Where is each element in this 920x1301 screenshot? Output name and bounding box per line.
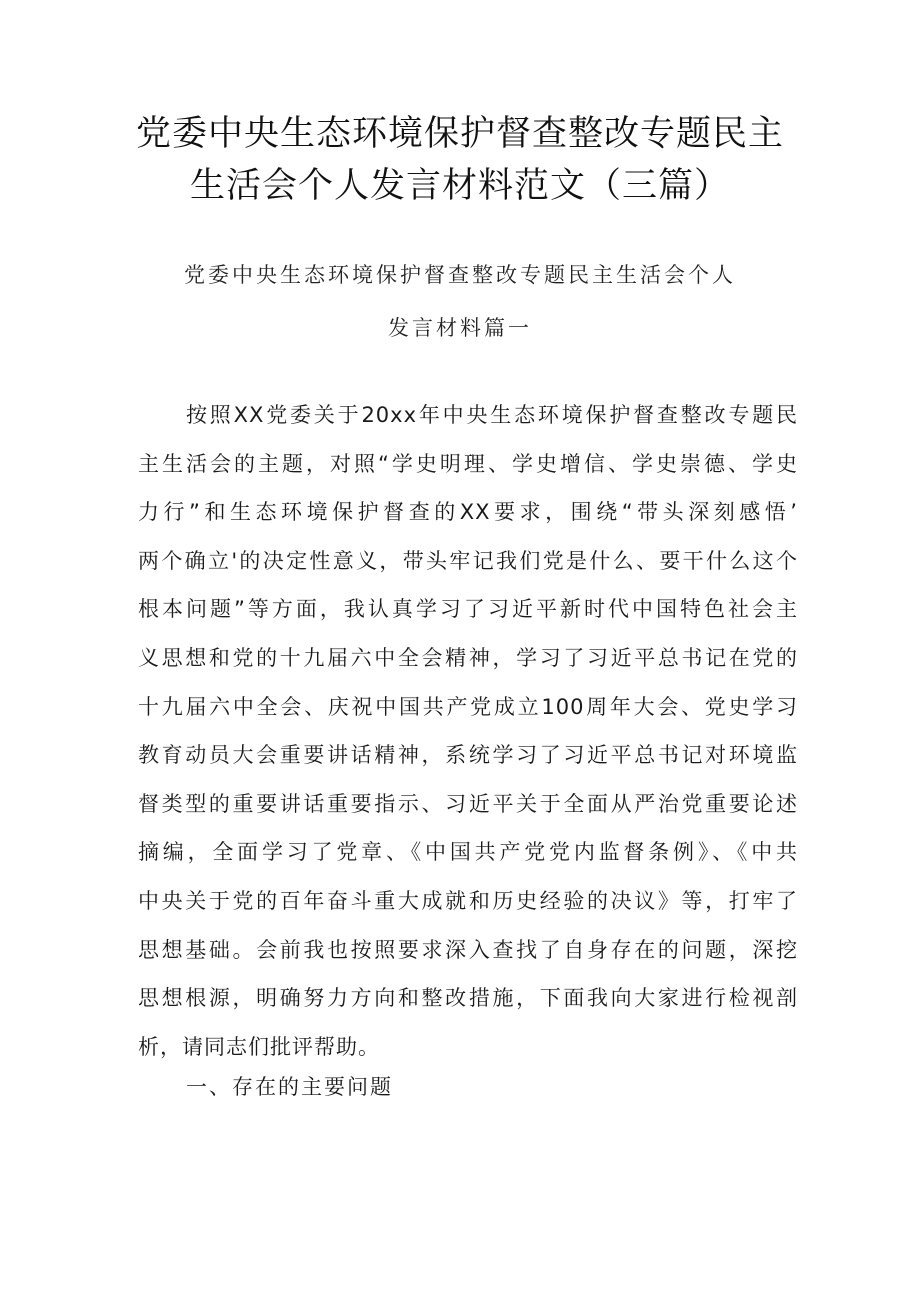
paragraph-line: 按照XX党委关于20xx年中央生态环境保护督查整改专题民 xyxy=(186,403,798,427)
paragraph-line: 思想基础。会前我也按照要求深入查找了自身存在的问题，深挖 xyxy=(138,937,798,962)
section-subtitle-line-2: 发言材料篇一 xyxy=(388,316,532,340)
document-title-line-1: 党委中央生态环境保护督查整改专题民主 xyxy=(135,114,784,154)
paragraph-line: 督类型的重要讲话重要指示、习近平关于全面从严治党重要论述 xyxy=(138,791,798,816)
paragraph-line: 思想根源，明确努力方向和整改措施，下面我向大家进行检视剖 xyxy=(138,986,798,1011)
paragraph-line: 析，请同志们批评帮助。 xyxy=(138,1034,380,1059)
section-heading: 一、存在的主要问题 xyxy=(186,1075,393,1099)
body-paragraph xyxy=(138,391,798,1071)
paragraph-line: 主生活会的主题，对照“学史明理、学史增信、学史崇德、学史 xyxy=(138,451,798,476)
paragraph-line: 中央关于党的百年奋斗重大成就和历史经验的决议》等，打牢了 xyxy=(138,888,798,913)
document-title-line-2: 生活会个人发言材料范文（三篇） xyxy=(189,166,730,206)
section-subtitle-line-1: 党委中央生态环境保护督查整改专题民主生活会个人 xyxy=(184,263,736,287)
paragraph-line: 义思想和党的十九届六中全会精神，学习了习近平总书记在党的 xyxy=(138,645,798,670)
paragraph-line: 两个确立'的决定性意义，带头牢记我们党是什么、要干什么这个 xyxy=(138,548,798,573)
paragraph-line: 教育动员大会重要讲话精神，系统学习了习近平总书记对环境监 xyxy=(138,743,798,768)
paragraph-line: 力行”和生态环境保护督查的XX要求，围绕“带头深刻感悟’ xyxy=(138,500,798,525)
paragraph-line: 十九届六中全会、庆祝中国共产党成立100周年大会、党史学习 xyxy=(138,694,798,719)
paragraph-line: 摘编，全面学习了党章、《中国共产党党内监督条例》、《中共 xyxy=(138,840,798,865)
paragraph-line: 根本问题”等方面，我认真学习了习近平新时代中国特色社会主 xyxy=(138,597,798,622)
